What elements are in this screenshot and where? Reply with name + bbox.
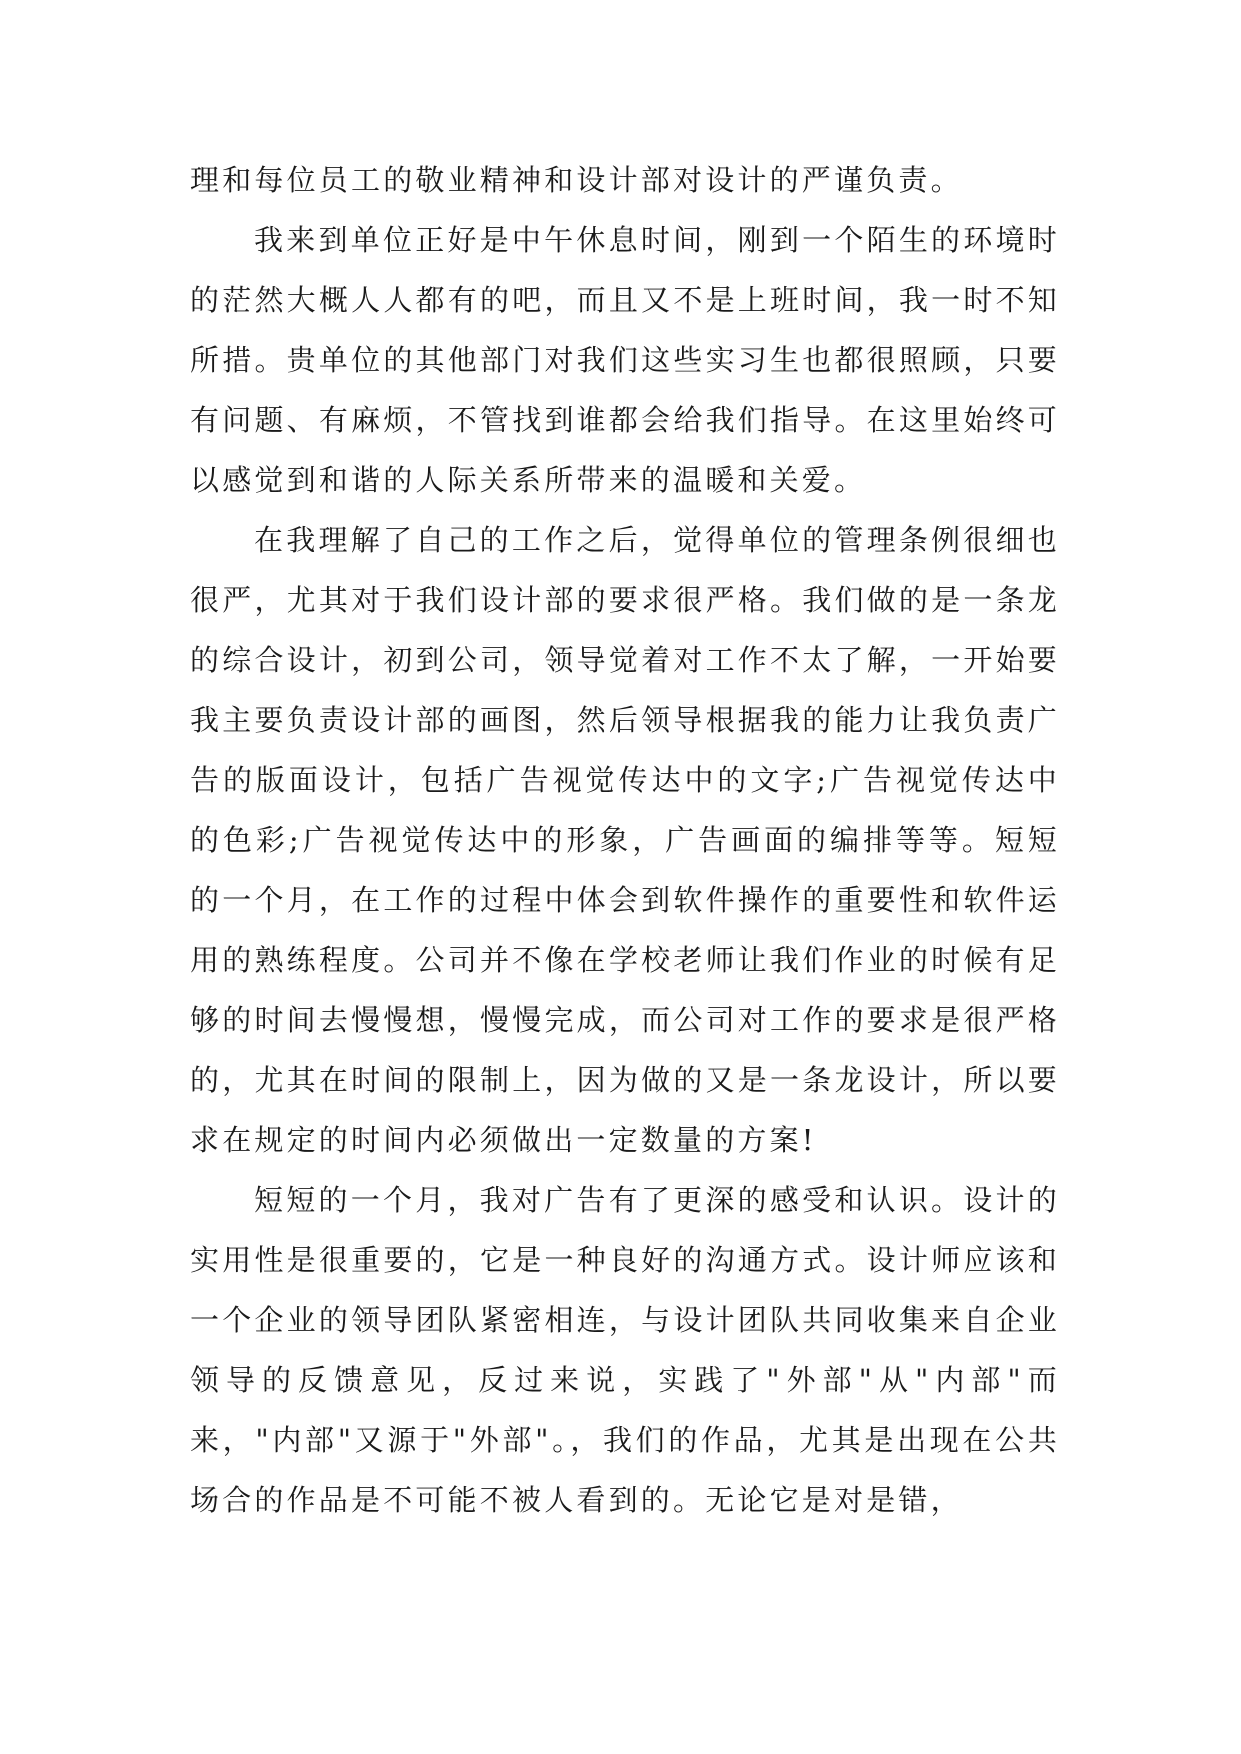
paragraph-arrival: 我来到单位正好是中午休息时间，刚到一个陌生的环境时的茫然大概人人都有的吧，而且又不是上班时间，我一时不知所措。贵单位的其他部门对我们这些实习生也都很照顾，只要有问题、有麻烦，不管找到谁都会给我们指导。在这里始终可以感觉到和谐的人际关系所带来的温暖和关爱。 <box>190 223 1060 497</box>
body-text <box>190 150 1060 1530</box>
paragraph-continuation: 理和每位员工的敬业精神和设计部对设计的严谨负责。 <box>190 163 963 197</box>
paragraph-work-duties: 在我理解了自己的工作之后，觉得单位的管理条例很细也很严，尤其对于我们设计部的要求很严格。我们做的是一条龙的综合设计，初到公司，领导觉着对工作不太了解，一开始要我主要负责设计部的画图，然后领导根据我的能力让我负责广告的版面设计，包括广告视觉传达中的文字;广告视觉传达中的色彩;广告视觉传达中的形象，广告画面的编排等等。短短的一个月，在工作的过程中体会到软件操作的重要性和软件运用的熟练程度。公司并不像在学校老师让我们作业的时候有足够的时间去慢慢想，慢慢完成，而公司对工作的要求是很严格的，尤其在时间的限制上，因为做的又是一条龙设计，所以要求在规定的时间内必须做出一定数量的方案! <box>190 523 1060 1157</box>
paragraph-reflection: 短短的一个月，我对广告有了更深的感受和认识。设计的实用性是很重要的，它是一种良好的沟通方式。设计师应该和一个企业的领导团队紧密相连，与设计团队共同收集来自企业领导的反馈意见，反过来说，实践了"外部"从"内部"而来，"内部"又源于"外部"。，我们的作品，尤其是出现在公共场合的作品是不可能不被人看到的。无论它是对是错， <box>190 1183 1060 1517</box>
